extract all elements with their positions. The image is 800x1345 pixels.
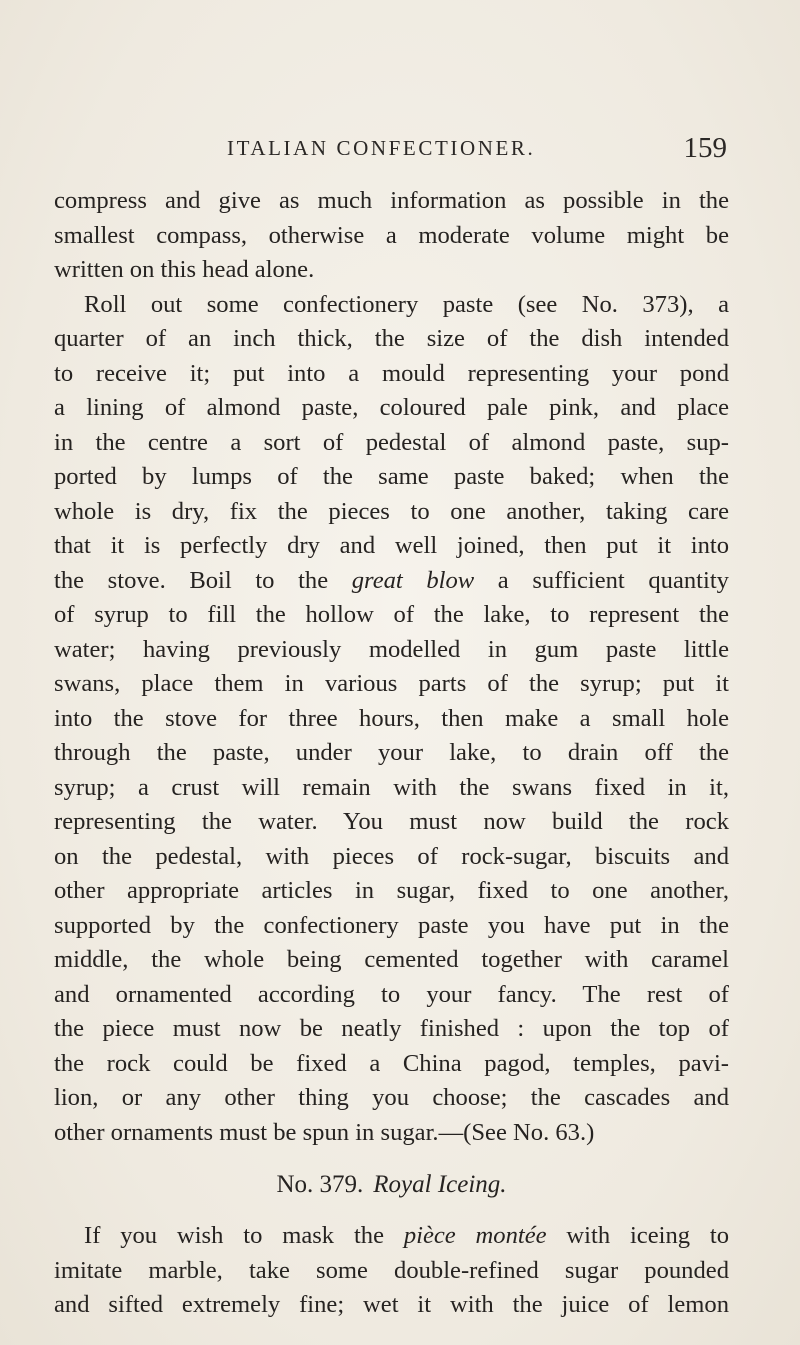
text-line: into the stove for three hours, then make a small hole bbox=[54, 704, 729, 732]
text-line bbox=[54, 564, 729, 599]
text-line: swans, place them in various parts of the syrup; put it bbox=[54, 670, 729, 697]
text-line: and ornamented according to your fancy. The rest of bbox=[54, 980, 729, 1008]
text-fragment: with iceing to bbox=[546, 1222, 730, 1249]
text-fragment: If you wish to mask the bbox=[84, 1222, 404, 1249]
running-head: ITALIAN CONFECTIONER. bbox=[227, 136, 536, 160]
recipe-number: No. 379. bbox=[276, 1171, 364, 1198]
text-line: on the pedestal, with pieces of rock-sugar, biscuits and bbox=[54, 842, 729, 870]
text-line: syrup; a crust will remain with the swans fixed in it, bbox=[54, 773, 729, 801]
page-header bbox=[227, 132, 727, 172]
text-line: to receive it; put into a mould representing your pond bbox=[54, 359, 729, 387]
text-line: imitate marble, take some double-refined sugar pounded bbox=[54, 1256, 729, 1284]
text-line: compress and give as much information as possible in the bbox=[54, 187, 729, 214]
paragraph-intro bbox=[54, 184, 729, 288]
text-fragment: the stove. Boil to the bbox=[54, 566, 352, 594]
paragraph-royal-iceing bbox=[54, 1219, 729, 1323]
text-line: through the paste, under your lake, to drain off the bbox=[54, 739, 729, 766]
text-line: representing the water. You must now build the rock bbox=[54, 808, 729, 835]
text-line: Roll out some confectionery paste (see No. 373), a bbox=[84, 290, 729, 318]
text-line: a lining of almond paste, coloured pale pink, and place bbox=[54, 394, 729, 421]
text-line bbox=[54, 1219, 729, 1254]
italic-term: pièce montée bbox=[403, 1222, 547, 1249]
text-line: whole is dry, fix the pieces to one another, taking care bbox=[54, 497, 729, 525]
text-line: other appropriate articles in sugar, fixed to one another, bbox=[54, 877, 729, 904]
recipe-title: Royal Iceing. bbox=[373, 1171, 507, 1198]
body-text bbox=[54, 184, 729, 1323]
text-line: written on this head alone. bbox=[54, 256, 315, 283]
text-line: and sifted extremely fine; wet it with the juice of lemon bbox=[54, 1291, 729, 1318]
text-line: water; having previously modelled in gum paste little bbox=[54, 635, 729, 663]
text-line: quarter of an inch thick, the size of the dish intended bbox=[54, 325, 729, 352]
paragraph-method bbox=[54, 288, 729, 1151]
text-line: the piece must now be neatly finished : upon the top of bbox=[54, 1015, 729, 1042]
text-line: middle, the whole being cemented together with caramel bbox=[54, 946, 729, 973]
text-line: supported by the confectionery paste you have put in the bbox=[54, 911, 729, 939]
text-line: of syrup to fill the hollow of the lake, to represent the bbox=[54, 601, 729, 628]
page-number: 159 bbox=[683, 132, 727, 164]
text-line: ported by lumps of the same paste baked; when the bbox=[54, 463, 729, 490]
text-line: the rock could be fixed a China pagod, temples, pavi- bbox=[54, 1049, 729, 1077]
section-heading bbox=[54, 1150, 729, 1219]
text-line: smallest compass, otherwise a moderate volume might be bbox=[54, 221, 729, 249]
text-line: other ornaments must be spun in sugar.—(See No. 63.) bbox=[54, 1118, 595, 1146]
text-line: lion, or any other thing you choose; the cascades and bbox=[54, 1084, 729, 1111]
italic-term: great blow bbox=[351, 566, 475, 594]
text-line: that it is perfectly dry and well joined, then put it into bbox=[54, 532, 729, 559]
text-line: in the centre a sort of pedestal of almond paste, sup- bbox=[54, 428, 729, 456]
text-fragment: a sufficient quantity bbox=[474, 566, 729, 594]
